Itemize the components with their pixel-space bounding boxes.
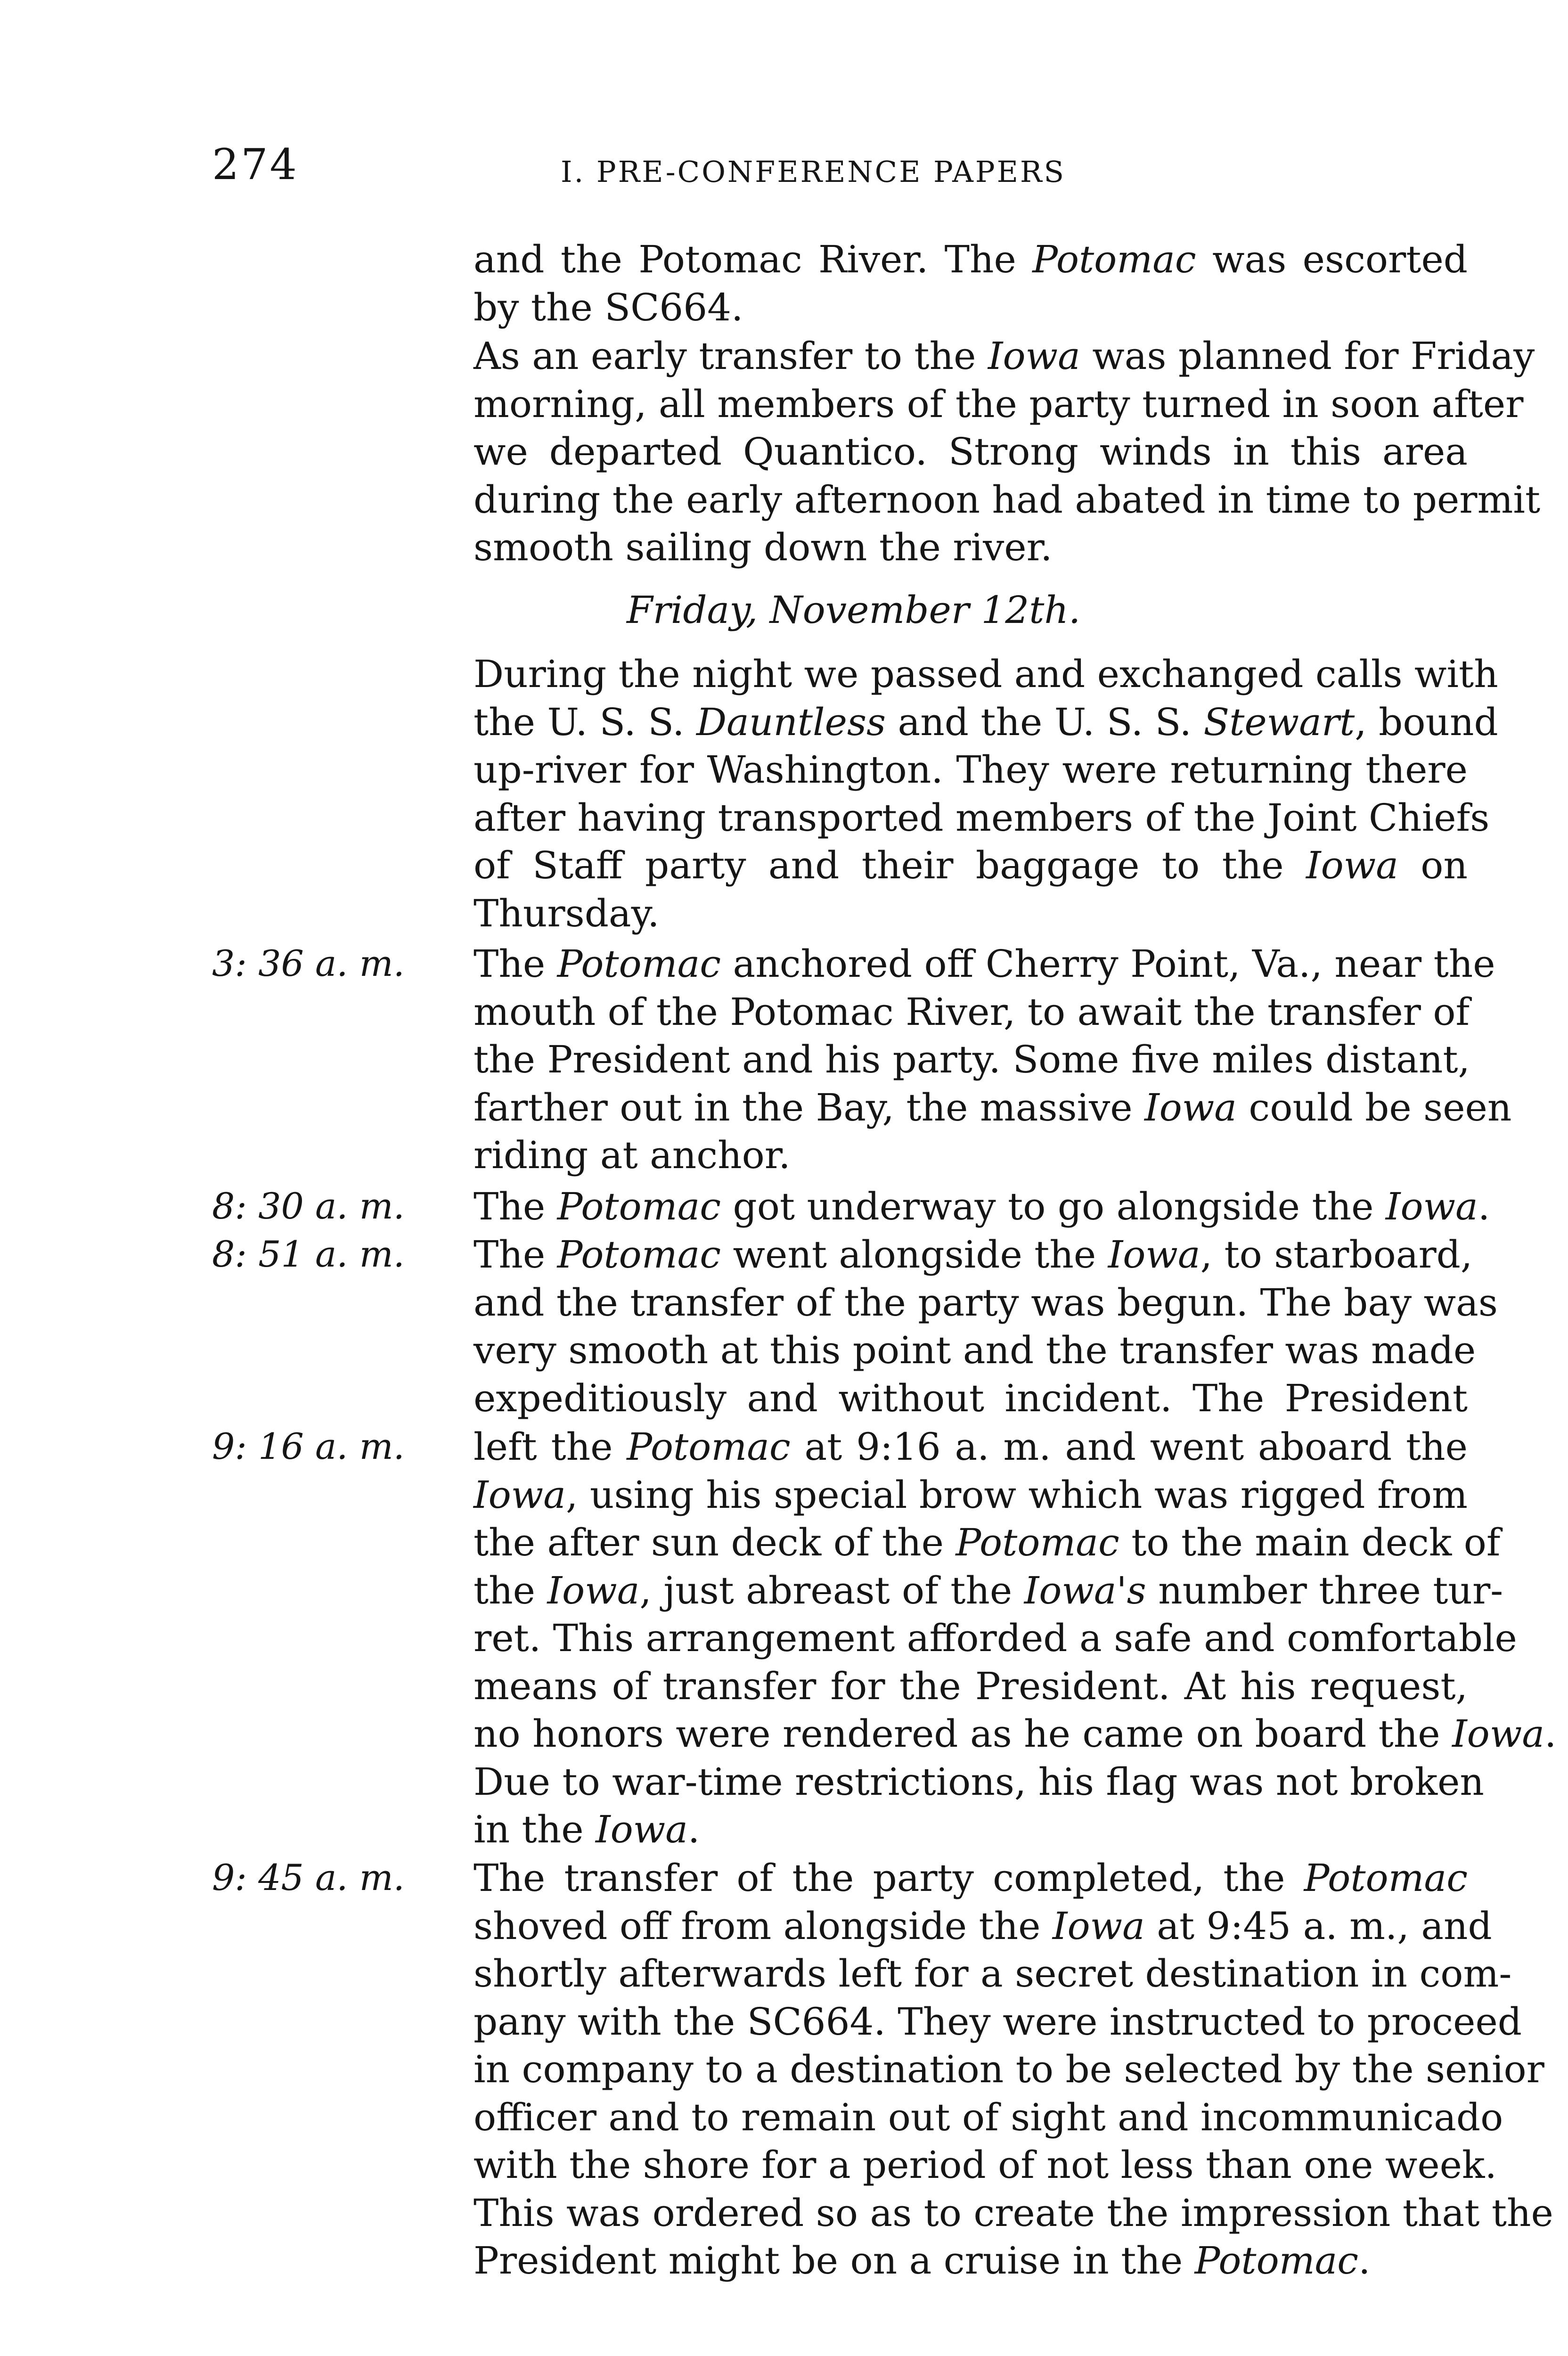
text-line: This was ordered so as to create the impression that the bbox=[474, 2191, 1553, 2235]
text-line: left the Potomac at 9:16 a. m. and went aboard the bbox=[474, 1425, 1468, 1469]
text-line: of Staff party and their baggage to the Iowa on bbox=[474, 843, 1468, 887]
text-line: Thursday. bbox=[474, 891, 660, 935]
text-line: The transfer of the party completed, the Potomac bbox=[474, 1856, 1468, 1900]
margin-timestamp: 3: 36 a. m. bbox=[212, 942, 405, 984]
text-line: The Potomac went alongside the Iowa, to starboard, bbox=[474, 1233, 1473, 1276]
paragraph-anchored bbox=[474, 940, 1512, 1179]
paragraph-underway bbox=[474, 1183, 1490, 1231]
text-line: no honors were rendered as he came on board the Iowa. bbox=[474, 1712, 1557, 1756]
text-line: and the Potomac River. The Potomac was escorted bbox=[474, 237, 1468, 281]
text-line: ret. This arrangement afforded a safe and comfortable bbox=[474, 1616, 1517, 1660]
text-line: During the night we passed and exchanged calls with bbox=[474, 652, 1498, 696]
text-line: President might be on a cruise in the Potomac. bbox=[474, 2239, 1371, 2282]
paragraph-night-passage bbox=[474, 650, 1498, 937]
text-line: with the shore for a period of not less than one week. bbox=[474, 2143, 1497, 2187]
text-line: and the transfer of the party was begun. The bay was bbox=[474, 1280, 1498, 1325]
text-line: the U. S. S. Dauntless and the U. S. S. Stewart, bound bbox=[474, 700, 1498, 744]
text-line: the after sun deck of the Potomac to the main deck of bbox=[474, 1521, 1501, 1564]
page-number: 274 bbox=[212, 140, 299, 189]
text-line: pany with the SC664. They were instructed to proceed bbox=[474, 1999, 1522, 2044]
text-line: up-river for Washington. They were returning there bbox=[474, 748, 1468, 792]
text-line: in company to a destination to be selected by the senior bbox=[474, 2047, 1544, 2091]
text-line: shoved off from alongside the Iowa at 9:45 a. m., and bbox=[474, 1904, 1492, 1948]
text-line: expeditiously and without incident. The President bbox=[474, 1376, 1468, 1420]
text-line: farther out in the Bay, the massive Iowa could be seen bbox=[474, 1085, 1512, 1129]
text-line: after having transported members of the Joint Chiefs bbox=[474, 795, 1490, 840]
paragraph-alongside bbox=[474, 1231, 1498, 1422]
text-line: by the SC664. bbox=[474, 285, 743, 329]
text-line: morning, all members of the party turned in soon after bbox=[474, 382, 1524, 426]
text-line: smooth sailing down the river. bbox=[474, 525, 1053, 569]
text-line: The Potomac anchored off Cherry Point, Va., near the bbox=[474, 942, 1495, 986]
running-head: I. PRE-CONFERENCE PAPERS bbox=[561, 155, 1066, 189]
text-line: the President and his party. Some five miles distant, bbox=[474, 1038, 1470, 1081]
text-line: very smooth at this point and the transfer was made bbox=[474, 1328, 1476, 1372]
text-line: shortly afterwards left for a secret destination in com- bbox=[474, 1952, 1512, 1996]
text-line: As an early transfer to the Iowa was planned for Friday bbox=[474, 334, 1535, 378]
text-line: Due to war-time restrictions, his flag was not broken bbox=[474, 1759, 1484, 1804]
text-line: riding at anchor. bbox=[474, 1133, 791, 1177]
paragraph-continuation bbox=[474, 236, 1468, 331]
text-line: officer and to remain out of sight and incommunicado bbox=[474, 2095, 1503, 2139]
text-line: means of transfer for the President. At his request, bbox=[474, 1664, 1468, 1708]
text-line: in the Iowa. bbox=[474, 1808, 700, 1851]
text-line: mouth of the Potomac River, to await the transfer of bbox=[474, 990, 1470, 1034]
text-line: during the early afternoon had abated in time to permit bbox=[474, 477, 1541, 522]
paragraph-president-aboard bbox=[474, 1423, 1557, 1854]
margin-timestamp: 8: 30 a. m. bbox=[212, 1185, 405, 1227]
text-line: Iowa, using his special brow which was rigged from bbox=[474, 1472, 1468, 1517]
text-line: The Potomac got underway to go alongside the Iowa. bbox=[474, 1185, 1490, 1228]
text-line: we departed Quantico. Strong winds in this area bbox=[474, 430, 1468, 474]
day-heading: Friday, November 12th. bbox=[627, 588, 1081, 632]
margin-timestamp: 9: 45 a. m. bbox=[212, 1857, 405, 1898]
text-line: the Iowa, just abreast of the Iowa's number three tur- bbox=[474, 1568, 1503, 1612]
paragraph-transfer-complete bbox=[474, 1854, 1553, 2285]
paragraph-departure bbox=[474, 332, 1541, 572]
margin-timestamp: 9: 16 a. m. bbox=[212, 1425, 405, 1467]
margin-timestamp: 8: 51 a. m. bbox=[212, 1233, 405, 1275]
